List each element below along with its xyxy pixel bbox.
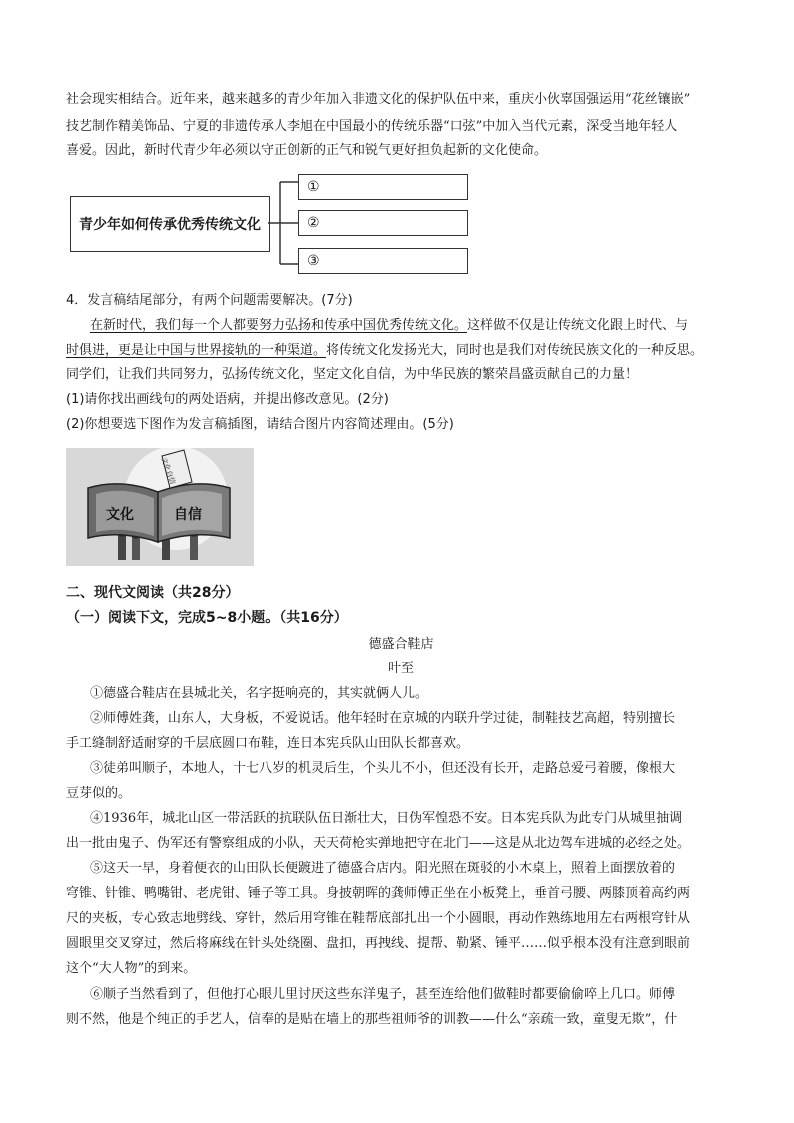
q4-heading: 4．发言稿结尾部分，有两个问题需要解决。(7分) bbox=[66, 293, 353, 308]
intro-line-1: 社会现实相结合。近年来，越来越多的青少年加入非遗文化的保护队伍中来，重庆小伙辜国强运用“花丝镶嵌” bbox=[66, 92, 691, 107]
underlined-sentence-2: 时俱进，更是让中国与世界接轨的一种渠道。 bbox=[66, 343, 327, 358]
illustration-image bbox=[66, 448, 254, 566]
diagram-main-box: 青少年如何传承优秀传统文化 bbox=[70, 196, 270, 252]
q4-para-line-3: 同学们，让我们共同努力，弘扬传统文化，坚定文化自信，为中华民族的繁荣昌盛贡献自己的力量！ bbox=[66, 367, 639, 382]
story-author: 叶至 bbox=[387, 661, 414, 676]
story-paragraph-2-line-1: ②师傅姓龚，山东人，大身板，不爱说话。他年轻时在京城的内联升学过徒，制鞋技艺高超，特别擅长 bbox=[90, 711, 676, 726]
q4-sub-question-1: (1)请你找出画线句的两处语病，并提出修改意见。(2分) bbox=[66, 392, 389, 407]
diagram-item-1: ① bbox=[298, 174, 468, 200]
illustration-right-page-text: 自信 bbox=[174, 507, 202, 523]
story-paragraph-4-line-2: 出一批由鬼子、伪军还有警察组成的小队，天天荷枪实弹地把守在北门——这是从北边驾车进城的必经之处。 bbox=[66, 836, 691, 851]
story-paragraph-6-line-1: ⑥顺子当然看到了，但他打心眼儿里讨厌这些东洋鬼子，甚至连给他们做鞋时都要偷偷啐上几口。师傅 bbox=[90, 987, 676, 1002]
story-paragraph-5-line-2: 穹锥、针锥、鸭嘴钳、老虎钳、锤子等工具。身披朝晖的龚师傅正坐在小板凳上，垂首弓腰、两膝顶着高约两 bbox=[66, 886, 691, 901]
mind-map-diagram bbox=[60, 168, 480, 278]
story-title: 德盛合鞋店 bbox=[368, 637, 434, 652]
story-paragraph-2-line-2: 手工缝制舒适耐穿的千层底圆口布鞋，连日本宪兵队山田队长都喜欢。 bbox=[66, 736, 470, 751]
illustration-banner-text: 文化自信 bbox=[159, 456, 177, 486]
intro-line-3: 喜爱。因此，新时代青少年必须以守正创新的正气和锐气更好担负起新的文化使命。 bbox=[66, 143, 548, 158]
section-2-subtitle: （一）阅读下文，完成5~8小题。（共16分） bbox=[66, 610, 348, 626]
story-paragraph-6-line-2: 则不然，他是个纯正的手艺人，信奉的是贴在墙上的那些祖师爷的训教——什么“亲疏一致，童叟无欺”，什 bbox=[66, 1012, 678, 1027]
story-paragraph-3-line-2: 豆芽似的。 bbox=[66, 786, 132, 801]
q4-para-line-1-rest: 这样做不仅是让传统文化跟上时代、与 bbox=[467, 318, 689, 333]
story-paragraph-3-line-1: ③徒弟叫顺子，本地人，十七八岁的机灵后生，个头儿不小，但还没有长开，走路总爱弓着腰，像根大 bbox=[90, 761, 676, 776]
underlined-sentence-1: 在新时代，我们每一个人都要努力弘扬和传承中国优秀传统文化。 bbox=[90, 318, 468, 333]
section-2-title: 二、现代文阅读（共28分） bbox=[66, 585, 240, 601]
story-paragraph-1: ①德盛合鞋店在县城北关，名字挺响亮的，其实就俩人儿。 bbox=[90, 686, 429, 701]
illustration-left-page-text: 文化 bbox=[106, 507, 134, 523]
q4-para-line-2 bbox=[66, 342, 736, 360]
story-paragraph-5-line-4: 圆眼里交叉穿过，然后将麻线在针头处绕圈、盘扣，再拽线、提帮、勒紧、锤平……似乎根本没有注意到眼前 bbox=[66, 936, 691, 951]
brace-connector bbox=[268, 168, 298, 278]
diagram-item-3: ③ bbox=[298, 248, 468, 274]
story-paragraph-5-line-1: ⑤这天一早，身着便衣的山田队长便踱进了德盛合店内。阳光照在斑驳的小木桌上，照着上面摆放着的 bbox=[90, 861, 676, 876]
diagram-item-2: ② bbox=[298, 210, 468, 236]
story-paragraph-5-line-5: 这个“大人物”的到来。 bbox=[66, 961, 197, 976]
q4-para-line-2-rest: 将传统文化发扬光大，同时也是我们对传统民族文化的一种反思。 bbox=[326, 343, 704, 358]
story-paragraph-4-line-1: ④1936年，城北山区一带活跃的抗联队伍日渐壮大，日伪军惶恐不安。日本宪兵队为此专门从城里抽调 bbox=[90, 811, 683, 826]
q4-para-line-1 bbox=[90, 317, 736, 335]
q4-sub-question-2: (2)你想要选下图作为发言稿插图，请结合图片内容简述理由。(5分) bbox=[66, 417, 454, 432]
story-paragraph-5-line-3: 尺的夹板，专心致志地劈线、穿针，然后用穹锥在鞋帮底部扎出一个小圆眼，再动作熟练地用左右两根穹针从 bbox=[66, 911, 691, 926]
intro-line-2: 技艺制作精美饰品、宁夏的非遗传承人李旭在中国最小的传统乐器“口弦”中加入当代元素，深受当地年轻人 bbox=[66, 119, 678, 134]
